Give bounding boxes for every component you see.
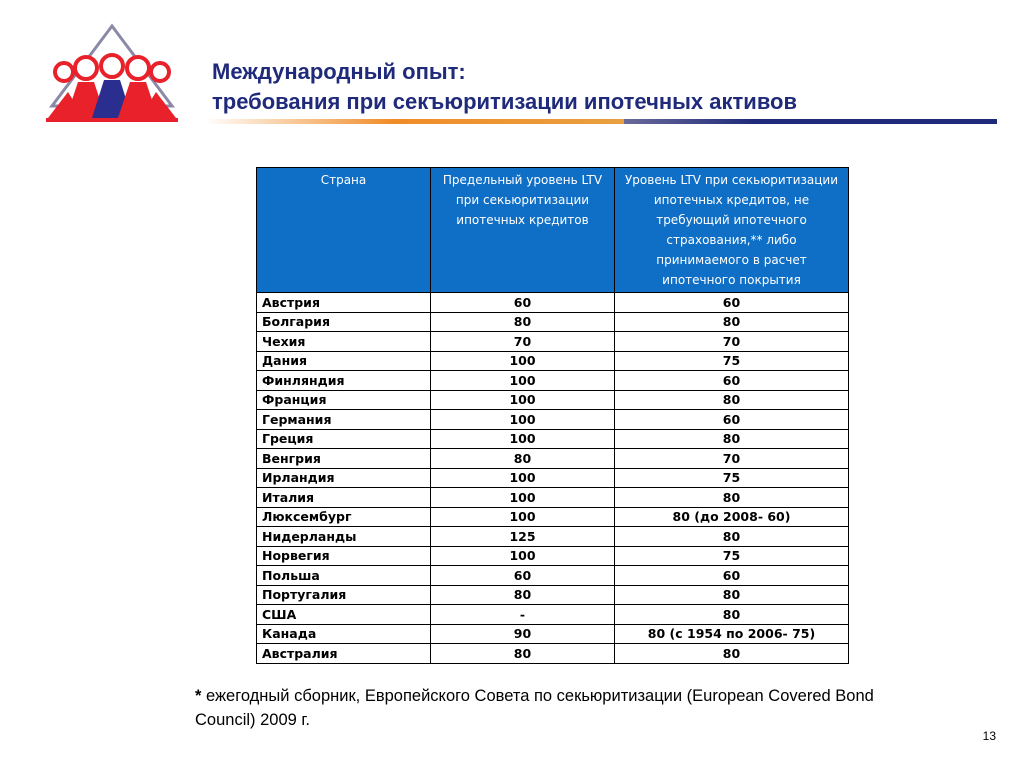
divider-orange-segment: [204, 119, 624, 124]
table-row: [257, 546, 849, 566]
cell-max-ltv: 80: [431, 312, 615, 332]
title-line-1: Международный опыт:: [212, 59, 466, 84]
cell-country: Польша: [257, 566, 431, 586]
cell-max-ltv: 100: [431, 507, 615, 527]
table-row: [257, 351, 849, 371]
cell-country: Болгария: [257, 312, 431, 332]
cell-max-ltv: 100: [431, 351, 615, 371]
cell-max-ltv: -: [431, 605, 615, 625]
cell-country: Греция: [257, 429, 431, 449]
cell-max-ltv: 100: [431, 488, 615, 508]
table-row: [257, 312, 849, 332]
table-row: [257, 332, 849, 352]
table-row: [257, 390, 849, 410]
cell-max-ltv: 125: [431, 527, 615, 547]
cell-ltv-no-insurance: 70: [615, 332, 849, 352]
cell-ltv-no-insurance: 60: [615, 410, 849, 430]
cell-max-ltv: 60: [431, 293, 615, 313]
cell-ltv-no-insurance: 80: [615, 488, 849, 508]
cell-max-ltv: 90: [431, 624, 615, 644]
cell-max-ltv: 100: [431, 410, 615, 430]
cell-max-ltv: 100: [431, 468, 615, 488]
cell-country: Ирландия: [257, 468, 431, 488]
table-row: [257, 293, 849, 313]
cell-country: Чехия: [257, 332, 431, 352]
table-row: [257, 605, 849, 625]
cell-ltv-no-insurance: 80: [615, 585, 849, 605]
footnote-star: *: [195, 687, 202, 705]
cell-ltv-no-insurance: 75: [615, 546, 849, 566]
table-row: [257, 468, 849, 488]
table-row: [257, 449, 849, 469]
cell-ltv-no-insurance: 80: [615, 605, 849, 625]
cell-max-ltv: 100: [431, 546, 615, 566]
table-row: [257, 585, 849, 605]
cell-country: Венгрия: [257, 449, 431, 469]
cell-ltv-no-insurance: 75: [615, 351, 849, 371]
table-row: [257, 410, 849, 430]
cell-country: Нидерланды: [257, 527, 431, 547]
cell-max-ltv: 80: [431, 585, 615, 605]
table-row: [257, 566, 849, 586]
cell-ltv-no-insurance: 80: [615, 644, 849, 664]
cell-country: Канада: [257, 624, 431, 644]
cell-ltv-no-insurance: 80: [615, 390, 849, 410]
table-row: [257, 527, 849, 547]
cell-ltv-no-insurance: 60: [615, 371, 849, 391]
cell-ltv-no-insurance: 75: [615, 468, 849, 488]
footnote-text: ежегодный сборник, Европейского Совета по секьюритизации (European Covered Bond Council) 2009 г.: [195, 687, 874, 729]
table-row: [257, 644, 849, 664]
cell-ltv-no-insurance: 80: [615, 429, 849, 449]
cell-country: Дания: [257, 351, 431, 371]
cell-country: Финляндия: [257, 371, 431, 391]
cell-max-ltv: 60: [431, 566, 615, 586]
cell-ltv-no-insurance: 80 (до 2008- 60): [615, 507, 849, 527]
cell-country: Люксембург: [257, 507, 431, 527]
table-row: [257, 624, 849, 644]
title-line-2: требования при секъюритизации ипотечных активов: [212, 89, 798, 114]
cell-country: Австрия: [257, 293, 431, 313]
header-ltv-no-insurance: Уровень LTV при секьюритизации ипотечных кредитов, не требующий ипотечного страхования,** либо принимаемого в расчет ипотечного покрытия: [615, 168, 849, 293]
cell-ltv-no-insurance: 70: [615, 449, 849, 469]
cell-ltv-no-insurance: 80 (с 1954 по 2006- 75): [615, 624, 849, 644]
cell-max-ltv: 80: [431, 449, 615, 469]
cell-country: Австралия: [257, 644, 431, 664]
cell-country: США: [257, 605, 431, 625]
cell-country: Франция: [257, 390, 431, 410]
cell-country: Португалия: [257, 585, 431, 605]
table-header-row: [257, 168, 849, 293]
cell-country: Италия: [257, 488, 431, 508]
cell-max-ltv: 80: [431, 644, 615, 664]
cell-max-ltv: 100: [431, 371, 615, 391]
cell-ltv-no-insurance: 80: [615, 527, 849, 547]
table-row: [257, 488, 849, 508]
ltv-table: [256, 167, 849, 664]
divider-navy-segment: [624, 119, 997, 124]
cell-max-ltv: 100: [431, 429, 615, 449]
header-country: Страна: [257, 168, 431, 293]
cell-ltv-no-insurance: 60: [615, 566, 849, 586]
cell-country: Германия: [257, 410, 431, 430]
cell-max-ltv: 70: [431, 332, 615, 352]
cell-ltv-no-insurance: 60: [615, 293, 849, 313]
table-row: [257, 507, 849, 527]
table-row: [257, 429, 849, 449]
logo-icon: [44, 22, 180, 124]
footnote: [195, 684, 915, 732]
cell-country: Норвегия: [257, 546, 431, 566]
title-divider: [204, 119, 997, 126]
header-max-ltv: Предельный уровень LTV при секьюритизации ипотечных кредитов: [431, 168, 615, 293]
cell-max-ltv: 100: [431, 390, 615, 410]
table-row: [257, 371, 849, 391]
page-number: 13: [982, 729, 996, 743]
cell-ltv-no-insurance: 80: [615, 312, 849, 332]
page-title: [212, 57, 992, 117]
